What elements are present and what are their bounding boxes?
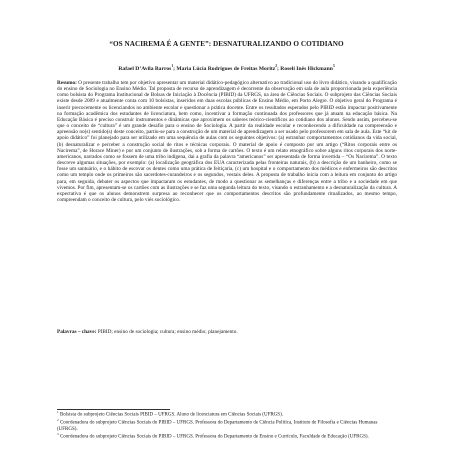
footnote-text: Coordenadora do subprojeto Ciências Sociais do PIBID – UFRGS. Professora do Departamento de Ciência Política, Instituto de Filosofia e Ciências Humanas (UFRGS).: [57, 421, 378, 432]
paper-title: “OS NACIREMA É A GENTE”: DESNATURALIZANDO O COTIDIANO: [109, 40, 344, 48]
footnote-text: Coordenadora do subprojeto Ciências Sociais do PIBID – UFRGS. Professora do Departamento de Ensino e Currículo, Faculdade de Educação (UFRGS).: [59, 435, 369, 441]
footnote: [57, 432, 397, 440]
abstract-text: O presente trabalho tem por objetivo apresentar um material didático-pedagógico alternativo ao tradicional uso do livro didático, visando a qualificação do ensino de Sociologia no Ensino Médio. Tal proposta de recurso de aprendizagem é decorrente da observação em sala de aula proporcionada pela experiência como bolsista do Programa Institucional de Bolsas de Iniciação à Docência (PIBID) da UFRGS, na área de Ciências Sociais. O subprojeto das Ciências Sociais existe desde 2009 e atualmente conta com 10 bolsistas, inseridos em duas escolas públicas de Ensino Médio, em Porto Alegre. O objetivo geral do Programa é inserir precocemente os licenciandos no ambiente escolar e questionar a prática docente. Entre os resultados esperados pelo PIBID estão impactar positivamente na formação acadêmica dos estudantes de licenciatura, bem como, incentivar a formação continuada dos professores que já atuam na educação básica. Na Educação Básica é preciso construir instrumentos e dinâmicas que aproximem os saberes teórico-científicos ao cotidiano dos alunos. Sendo assim, percebeu-se que o conceito de “cultura” é um grande desafio para o ensino de Sociologia. A partir da realidade escolar e reconhecendo a dificuldade na compreensão e apreensão no(s) sentido(s) deste conceito, partiu-se para a construção de um material de aprendizagem a ser usado pelo professorem em sala de aula. Este “kit de apoio didático” foi planejado para ser utilizado em uma sequência de aulas com os seguintes objetivos: (a) estranhar comportamentos cotidianos da vida social, (b) desnaturalizar e perceber a construção social de ritos e técnicas corporais. O material de apoio é composto por um artigo (“Ritos corporais entre os Nacirema”, de Horace Miner) e por um conjunto de ilustrações, sob a forma de cartões. O texto é um relato etnográfico sobre alguns ritos corporais dos norte-americanos, narrados como se fossem de uma tribo indígena, dai a grafia da palavra “americanos” ser apresentada de forma invertida – “Os Nacirema”. O texto descreve algumas situações, por exemplo: (a) localização geográfica dos EUA caracterizada pelas fronteiras naturais, (b) a descrição de um banheiro, como se fosse um santuário, e o hábito de escovar os dentes como uma prática de feitiçaria, (c) um hospital e o comportamento dos médicos e enfermeiros são descritos como um templo onde os primeiros são sacerdotes-curandeiros e os segundos, vestais deles. A proposta de trabalho inicia com a leitura em conjunto do artigo para, em seguida, debater os aspectos que impactaram os estudantes, de modo a questionar as semelhanças e diferenças entre a tribo e a sociedade em que vivemos. Por fim, apresentam-se os cartões com as ilustrações e se faz uma segunda leitura do texto, visando o estranhamento e a desnaturalização da cultura. A expectativa é que os alunos demonstrem surpresa ao reconhecer que os comportamentos descritos são profundamente ritualizados, ao mesmo tempo, compreendam o conceito de cultura, pelo viés sociológico.: [57, 80, 397, 203]
abstract: [57, 80, 397, 203]
author-name: Roseli Inês Hickmann: [280, 65, 333, 72]
keywords-text: PIBID; ensino de sociologia; cultura; ensino médio; planejamento.: [97, 329, 238, 335]
footnote-mark: 2: [57, 418, 59, 423]
footnote-text: Bolsista do subprojeto Ciências Sociais PIBID – UFRGS. Aluno de licenciatura em Ciências Sociais (UFRGS).: [59, 412, 283, 418]
footnote-mark: 3: [57, 432, 59, 437]
author-separator: ;: [173, 65, 177, 72]
footnote: [57, 410, 397, 418]
footnotes: [57, 410, 397, 441]
footnote: [57, 418, 397, 432]
footnote-mark: 1: [171, 64, 174, 68]
author-line: [40, 64, 413, 72]
keywords: [57, 329, 397, 335]
author-name: Maria Lúcia Rodrigues de Freitas Moritz: [176, 65, 276, 72]
abstract-label: Resumo:: [57, 80, 77, 86]
author-separator: ;: [277, 65, 281, 72]
footnote-mark: 2: [275, 64, 278, 68]
footnote-mark: 1: [57, 410, 59, 414]
author-name: Rafael D’Avila Barros: [118, 65, 172, 72]
keywords-label: Palavras – chave:: [57, 329, 97, 335]
footnote-mark: 3: [332, 64, 335, 68]
